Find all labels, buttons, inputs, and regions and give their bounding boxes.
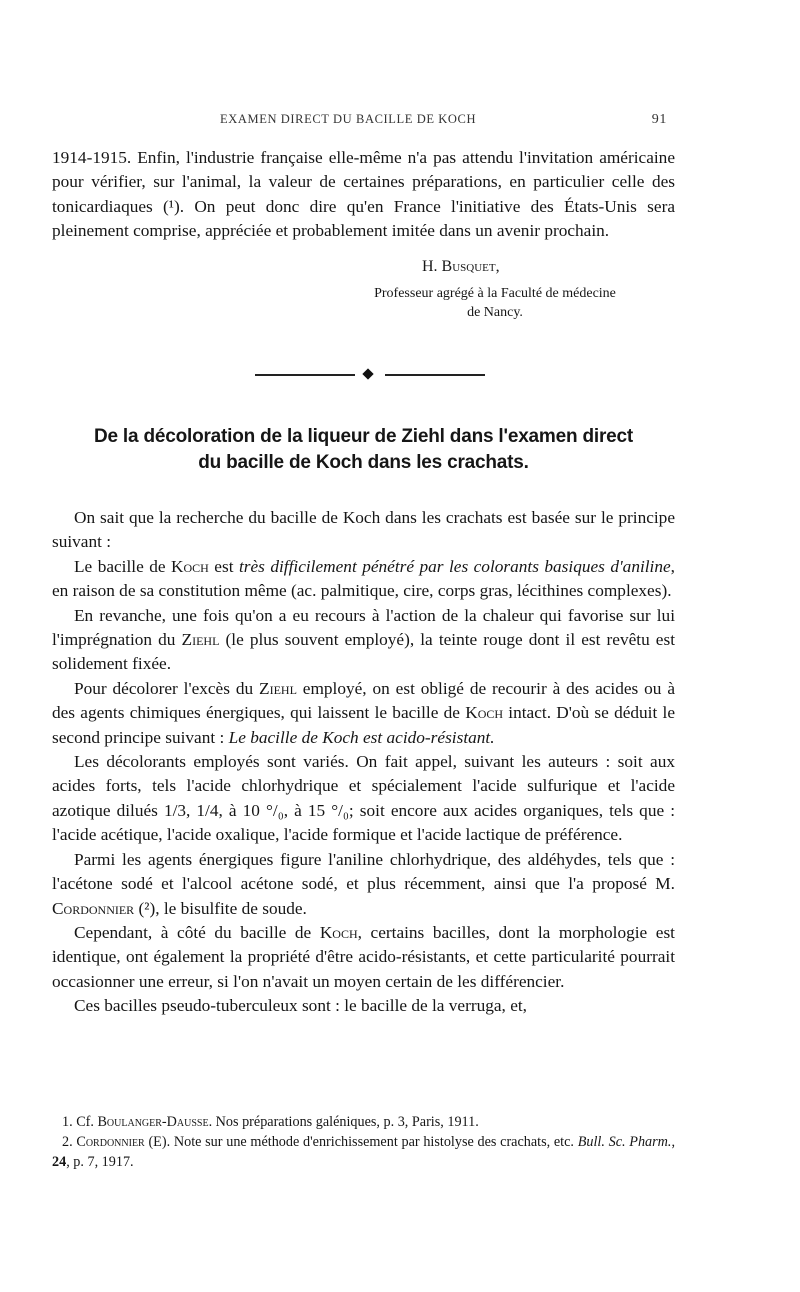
paragraph-7: [52, 921, 675, 994]
page-number: 91: [651, 112, 667, 127]
text: employé, on est obligé de recourir à des acides ou à des agents chimiques énergiques, qui laissent le bacille de: [52, 678, 675, 723]
article-title-line-1: De la décoloration de la liqueur de Ziehl dans l'examen direct: [93, 426, 634, 447]
previous-article-ending: [52, 146, 675, 244]
text: Le bacille de: [74, 556, 171, 576]
author-affiliation: [315, 284, 675, 322]
text: 2.: [62, 1134, 77, 1150]
separator-line-right: [385, 374, 485, 376]
footnotes: [52, 1112, 675, 1172]
journal-volume: 24: [52, 1154, 67, 1170]
name-ziehl: Ziehl: [181, 630, 220, 650]
name-cordonnier: Cordonnier: [52, 898, 135, 918]
continuation-paragraph: 1914-1915. Enfin, l'industrie française elle-même n'a pas attendu l'invitation américaine pour vérifier, sur l'animal, la valeur de certaines préparations, en particulier celle des tonicardiaques (¹). On peut donc dire qu'en France l'initiative des États-Unis sera pleinement comprise, appréciée et probablement imitée dans un avenir prochain.: [52, 148, 675, 241]
separator-line-left: [255, 374, 355, 376]
paragraph-8: Ces bacilles pseudo-tuberculeux sont : le bacille de la verruga, et,: [74, 996, 527, 1016]
footnote-author: Boulanger-Dausse: [97, 1114, 209, 1130]
running-header: [52, 112, 675, 132]
diamond-ornament-icon: [362, 368, 373, 379]
text: , certains bacilles, dont la morphologie est identique, ont également la propriété d'être acido-résistants, et cette particularité pourrait occasionner une erreur, si l'on n'avait un moyen certain de les différencier.: [52, 922, 675, 991]
text: Cependant, à côté du bacille de: [74, 922, 320, 942]
article-title-line-2: du bacille de Koch dans les crachats.: [198, 452, 529, 473]
text: (le plus souvent employé), la teinte rouge dont il est revêtu est solidement fixée.: [52, 630, 675, 674]
paragraph-2: [52, 555, 675, 604]
name-koch: Koch: [465, 703, 504, 723]
author-role-line-2: de Nancy.: [467, 305, 523, 320]
footnote-author: Cordonnier: [76, 1134, 145, 1150]
text: (E). Note sur une méthode d'enrichissement par histolyse des crachats, etc.: [144, 1134, 578, 1150]
name-koch: Koch: [171, 556, 209, 576]
name-koch: Koch: [319, 922, 358, 942]
text: , en raison de sa constitution même (ac. palmitique, cire, corps gras, lécithines complexes).: [52, 556, 675, 601]
paragraph-3: [52, 604, 675, 677]
article-title: [52, 424, 675, 476]
paragraph-1: On sait que la recherche du bacille de Koch dans les crachats est basée sur le principe suivant :: [52, 508, 675, 552]
text: est: [208, 556, 239, 576]
name-ziehl: Ziehl: [259, 678, 297, 698]
text: En revanche, une fois qu'on a eu recours à l'action de la chaleur qui favorise sur lui l'imprégnation du: [52, 605, 675, 650]
text: intact. D'où se déduit le second principe suivant :: [52, 703, 676, 747]
article-body: [52, 506, 675, 1019]
paragraph-6: [52, 848, 675, 921]
emphasis: Le bacille de Koch est acido-résistant.: [228, 727, 495, 747]
footnote-1: [52, 1112, 675, 1132]
footnote-2: [52, 1132, 675, 1172]
author-name: H. Busquet,: [422, 258, 500, 275]
author-role-line-1: Professeur agrégé à la Faculté de médecine: [374, 286, 616, 301]
running-title: EXAMEN DIRECT DU BACILLE DE KOCH: [220, 112, 477, 126]
text: Pour décolorer l'excès du: [74, 678, 260, 698]
text: (²), le bisulfite de soude.: [134, 898, 307, 918]
text: ,: [671, 1134, 675, 1150]
paragraph-4: [52, 677, 675, 750]
journal-title: Bull. Sc. Pharm.: [577, 1134, 672, 1150]
emphasis: très difficilement pénétré par les colorants basiques d'aniline: [238, 556, 671, 576]
text: Parmi les agents énergiques figure l'aniline chlorhydrique, des aldéhydes, tels que : l'acétone sodé et l'alcool acétone sodé, et plus récemment, ainsi que l'a proposé M.: [52, 849, 675, 894]
section-separator: [255, 369, 485, 381]
text: 1. Cf.: [62, 1114, 98, 1130]
text: . Nos préparations galéniques, p. 3, Paris, 1911.: [208, 1114, 479, 1130]
paragraph-5: Les décolorants employés sont variés. On fait appel, suivant les auteurs : soit aux acides forts, tels l'acide chlorhydrique et spécialement l'acide sulfurique et l'acide azotique dilués 1/3, 1/4, à 10 °/₀, à 15 °/₀; soit encore aux acides organiques, tels que : l'acide acétique, l'acide oxalique, l'acide formique et l'acide lactique de préférence.: [52, 752, 675, 845]
text: , p. 7, 1917.: [66, 1154, 134, 1170]
